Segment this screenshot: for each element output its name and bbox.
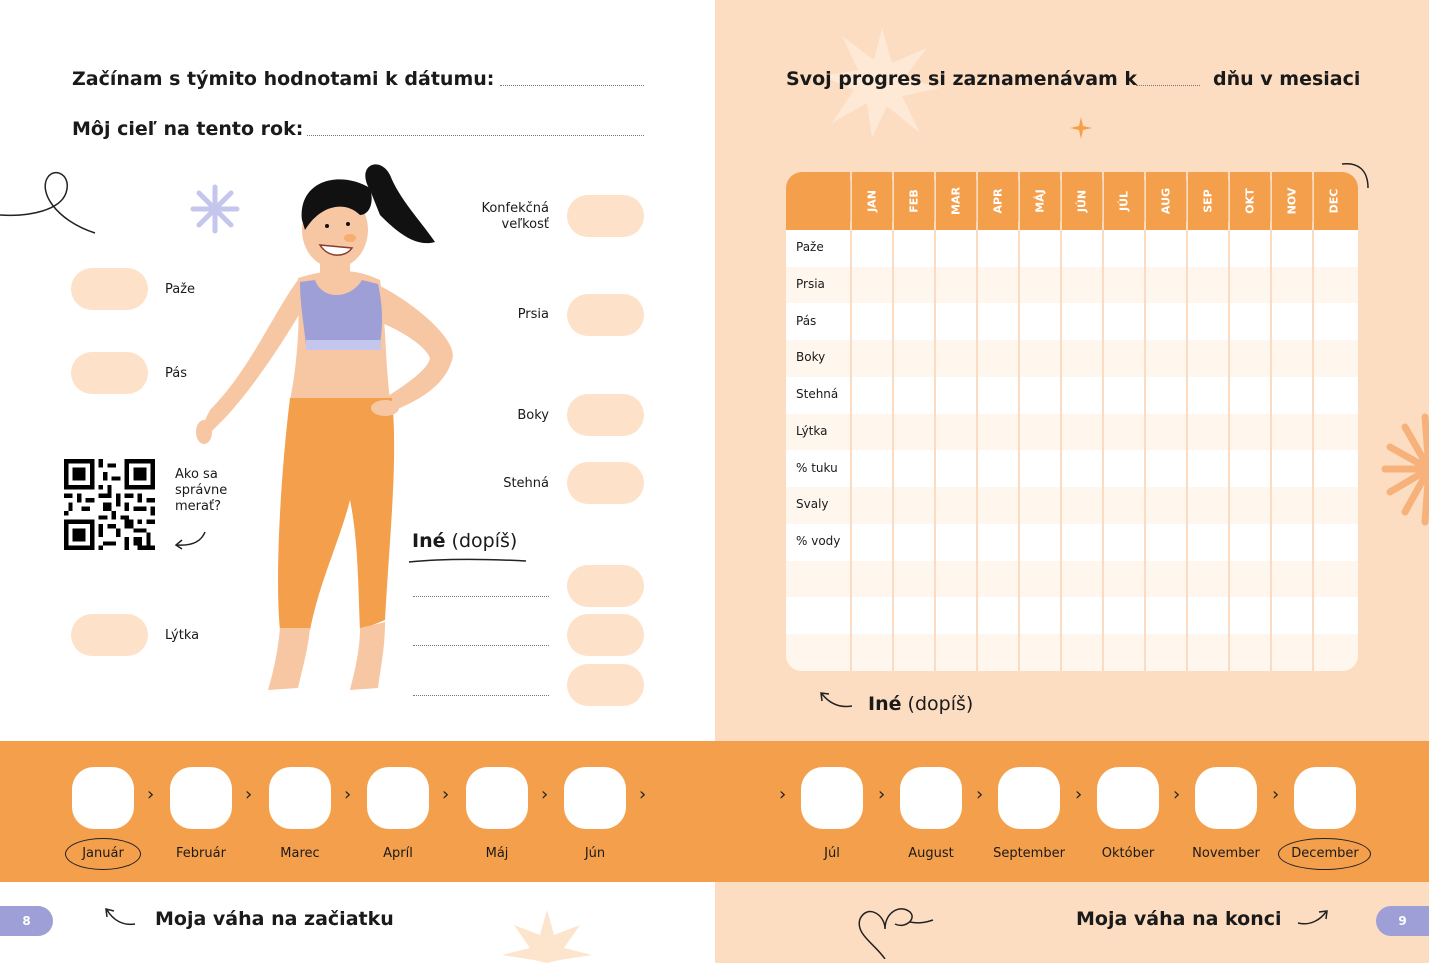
month-header: JAN <box>865 190 879 212</box>
loop-decoration <box>0 165 100 235</box>
table-row <box>786 377 1358 414</box>
start-date-line[interactable] <box>500 85 644 86</box>
table-row <box>786 598 1358 635</box>
measure-label-size: Konfekčná veľkosť <box>481 201 549 232</box>
month-weight-box[interactable] <box>367 767 429 829</box>
progress-label-a: Svoj progres si zaznamenávam k <box>786 68 1138 90</box>
month-name: Október <box>1101 846 1155 861</box>
row-label: Svaly <box>796 497 829 512</box>
sparkle-icon <box>1070 117 1092 139</box>
weight-start-label: Moja váha na začiatku <box>155 908 394 930</box>
other-input-2[interactable] <box>567 614 644 656</box>
sunburst-decoration <box>1380 412 1429 527</box>
measure-input-stehna[interactable] <box>567 462 644 504</box>
arrow-up-left-icon <box>818 690 854 710</box>
month-name: November <box>1192 846 1260 861</box>
month-circle-end <box>1278 838 1371 870</box>
other-heading-left <box>412 530 517 552</box>
arrow-up-right-icon <box>1296 908 1330 928</box>
start-date-label: Začínam s týmito hodnotami k dátumu: <box>72 68 495 90</box>
underline-decoration <box>408 556 528 566</box>
month-header: MAR <box>949 187 963 215</box>
chevron-right-icon: › <box>1272 784 1280 805</box>
chevron-right-icon: › <box>639 784 647 805</box>
header-divider <box>1060 180 1061 222</box>
month-header: NOV <box>1285 187 1299 215</box>
column-divider <box>1312 172 1314 671</box>
row-label: Paže <box>796 240 824 254</box>
header-divider <box>1144 180 1145 222</box>
month-weight-box[interactable] <box>72 767 134 829</box>
measure-input-size[interactable] <box>567 195 644 237</box>
month-weight-box[interactable] <box>801 767 863 829</box>
month-name: Júl <box>824 846 840 861</box>
column-divider <box>1186 172 1188 671</box>
month-name: Január <box>82 846 124 861</box>
month-weight-box[interactable] <box>170 767 232 829</box>
table-row <box>786 524 1358 561</box>
chevron-right-icon: › <box>245 784 253 805</box>
column-divider <box>1270 172 1272 671</box>
other-line-3[interactable] <box>413 695 549 696</box>
measure-input-pas[interactable] <box>71 352 148 394</box>
weight-end-label: Moja váha na konci <box>1076 908 1282 930</box>
table-row <box>786 634 1358 671</box>
table-header <box>786 172 1358 230</box>
table-row <box>786 304 1358 341</box>
month-name: Apríl <box>383 846 413 861</box>
month-header: FEB <box>907 189 921 213</box>
row-label: Pás <box>796 313 817 328</box>
chevron-right-icon: › <box>779 784 787 805</box>
header-divider <box>1270 180 1271 222</box>
month-header: APR <box>991 188 1005 214</box>
other-input-1[interactable] <box>567 565 644 607</box>
chevron-right-icon: › <box>1173 784 1181 805</box>
measure-label-paze: Paže <box>165 282 196 297</box>
header-divider <box>934 180 935 222</box>
table-row <box>786 561 1358 598</box>
measure-label-stehna: Stehná <box>503 476 549 491</box>
header-divider <box>1018 180 1019 222</box>
measure-label-lytka: Lýtka <box>165 628 200 643</box>
other-heading-bold: Iné <box>868 693 902 715</box>
month-name: December <box>1291 846 1359 861</box>
month-name: September <box>993 846 1065 861</box>
month-header: DEC <box>1327 188 1341 214</box>
header-divider <box>892 180 893 222</box>
progress-label-b: dňu v mesiaci <box>1213 68 1361 90</box>
month-header: JÚL <box>1117 190 1131 212</box>
month-weight-box[interactable] <box>564 767 626 829</box>
arrow-up-left-icon <box>103 906 137 928</box>
month-name: Marec <box>280 846 320 861</box>
header-divider <box>1102 180 1103 222</box>
month-weight-box[interactable] <box>466 767 528 829</box>
column-divider <box>1144 172 1146 671</box>
row-label: Prsia <box>796 276 825 291</box>
table-row <box>786 230 1358 267</box>
column-divider <box>1228 172 1230 671</box>
table-row <box>786 340 1358 377</box>
column-divider <box>850 172 852 671</box>
month-name: August <box>908 846 954 861</box>
other-input-3[interactable] <box>567 664 644 706</box>
other-line-2[interactable] <box>413 645 549 646</box>
month-header: AUG <box>1159 187 1173 215</box>
month-weight-box[interactable] <box>998 767 1060 829</box>
measure-input-paze[interactable] <box>71 268 148 310</box>
measure-input-prsia[interactable] <box>567 294 644 336</box>
goal-label: Môj cieľ na tento rok: <box>72 118 304 140</box>
chevron-right-icon: › <box>1075 784 1083 805</box>
table-row <box>786 414 1358 451</box>
row-label: Stehná <box>796 387 839 401</box>
month-header: JÚN <box>1075 189 1089 213</box>
table-row <box>786 267 1358 304</box>
goal-line[interactable] <box>307 135 644 136</box>
chevron-right-icon: › <box>442 784 450 805</box>
row-label: Boky <box>796 350 826 365</box>
header-divider <box>1228 180 1229 222</box>
row-label: Lýtka <box>796 423 828 438</box>
column-divider <box>1018 172 1020 671</box>
month-name: Máj <box>485 846 509 861</box>
chevron-right-icon: › <box>878 784 886 805</box>
header-divider <box>976 180 977 222</box>
month-weight-box[interactable] <box>1294 767 1356 829</box>
row-label: % tuku <box>796 460 838 475</box>
column-divider <box>1060 172 1062 671</box>
month-name: Jún <box>584 846 606 861</box>
month-header: OKT <box>1243 188 1257 214</box>
chevron-right-icon: › <box>147 784 155 805</box>
month-weight-box[interactable] <box>1097 767 1159 829</box>
column-divider <box>976 172 978 671</box>
measure-label-boky: Boky <box>517 408 549 423</box>
qr-caption: Ako sa správne merať? <box>175 467 228 514</box>
column-divider <box>1102 172 1104 671</box>
page-number-right: 9 <box>1376 906 1429 936</box>
other-heading-rest: (dopíš) <box>907 693 974 715</box>
month-header: MÁJ <box>1033 189 1047 213</box>
month-circle-start <box>65 838 141 870</box>
month-header: SEP <box>1201 189 1215 213</box>
column-divider <box>934 172 936 671</box>
other-heading-rest: (dopíš) <box>451 530 518 552</box>
chevron-right-icon: › <box>976 784 984 805</box>
chevron-right-icon: › <box>344 784 352 805</box>
progress-day-line[interactable] <box>1136 85 1200 86</box>
header-divider <box>1312 180 1313 222</box>
other-line-1[interactable] <box>413 596 549 597</box>
page-number-left: 8 <box>0 906 53 936</box>
month-weight-box[interactable] <box>900 767 962 829</box>
other-heading-right <box>868 693 973 715</box>
starburst-decoration <box>502 910 592 963</box>
measure-input-boky[interactable] <box>567 394 644 436</box>
row-label: % vody <box>796 534 841 548</box>
other-heading-bold: Iné <box>412 530 446 552</box>
loop-decoration <box>855 904 935 959</box>
table-row <box>786 451 1358 488</box>
header-divider <box>850 180 851 222</box>
column-divider <box>892 172 894 671</box>
qr-code[interactable] <box>64 459 155 550</box>
month-weight-box[interactable] <box>1195 767 1257 829</box>
measure-label-prsia: Prsia <box>517 307 549 322</box>
chevron-right-icon: › <box>541 784 549 805</box>
measure-input-lytka[interactable] <box>71 614 148 656</box>
table-row <box>786 487 1358 524</box>
month-weight-box[interactable] <box>269 767 331 829</box>
header-divider <box>1186 180 1187 222</box>
woman-illustration <box>180 160 460 700</box>
month-name: Február <box>176 846 226 861</box>
measure-label-pas: Pás <box>165 366 187 381</box>
progress-table <box>786 172 1358 671</box>
